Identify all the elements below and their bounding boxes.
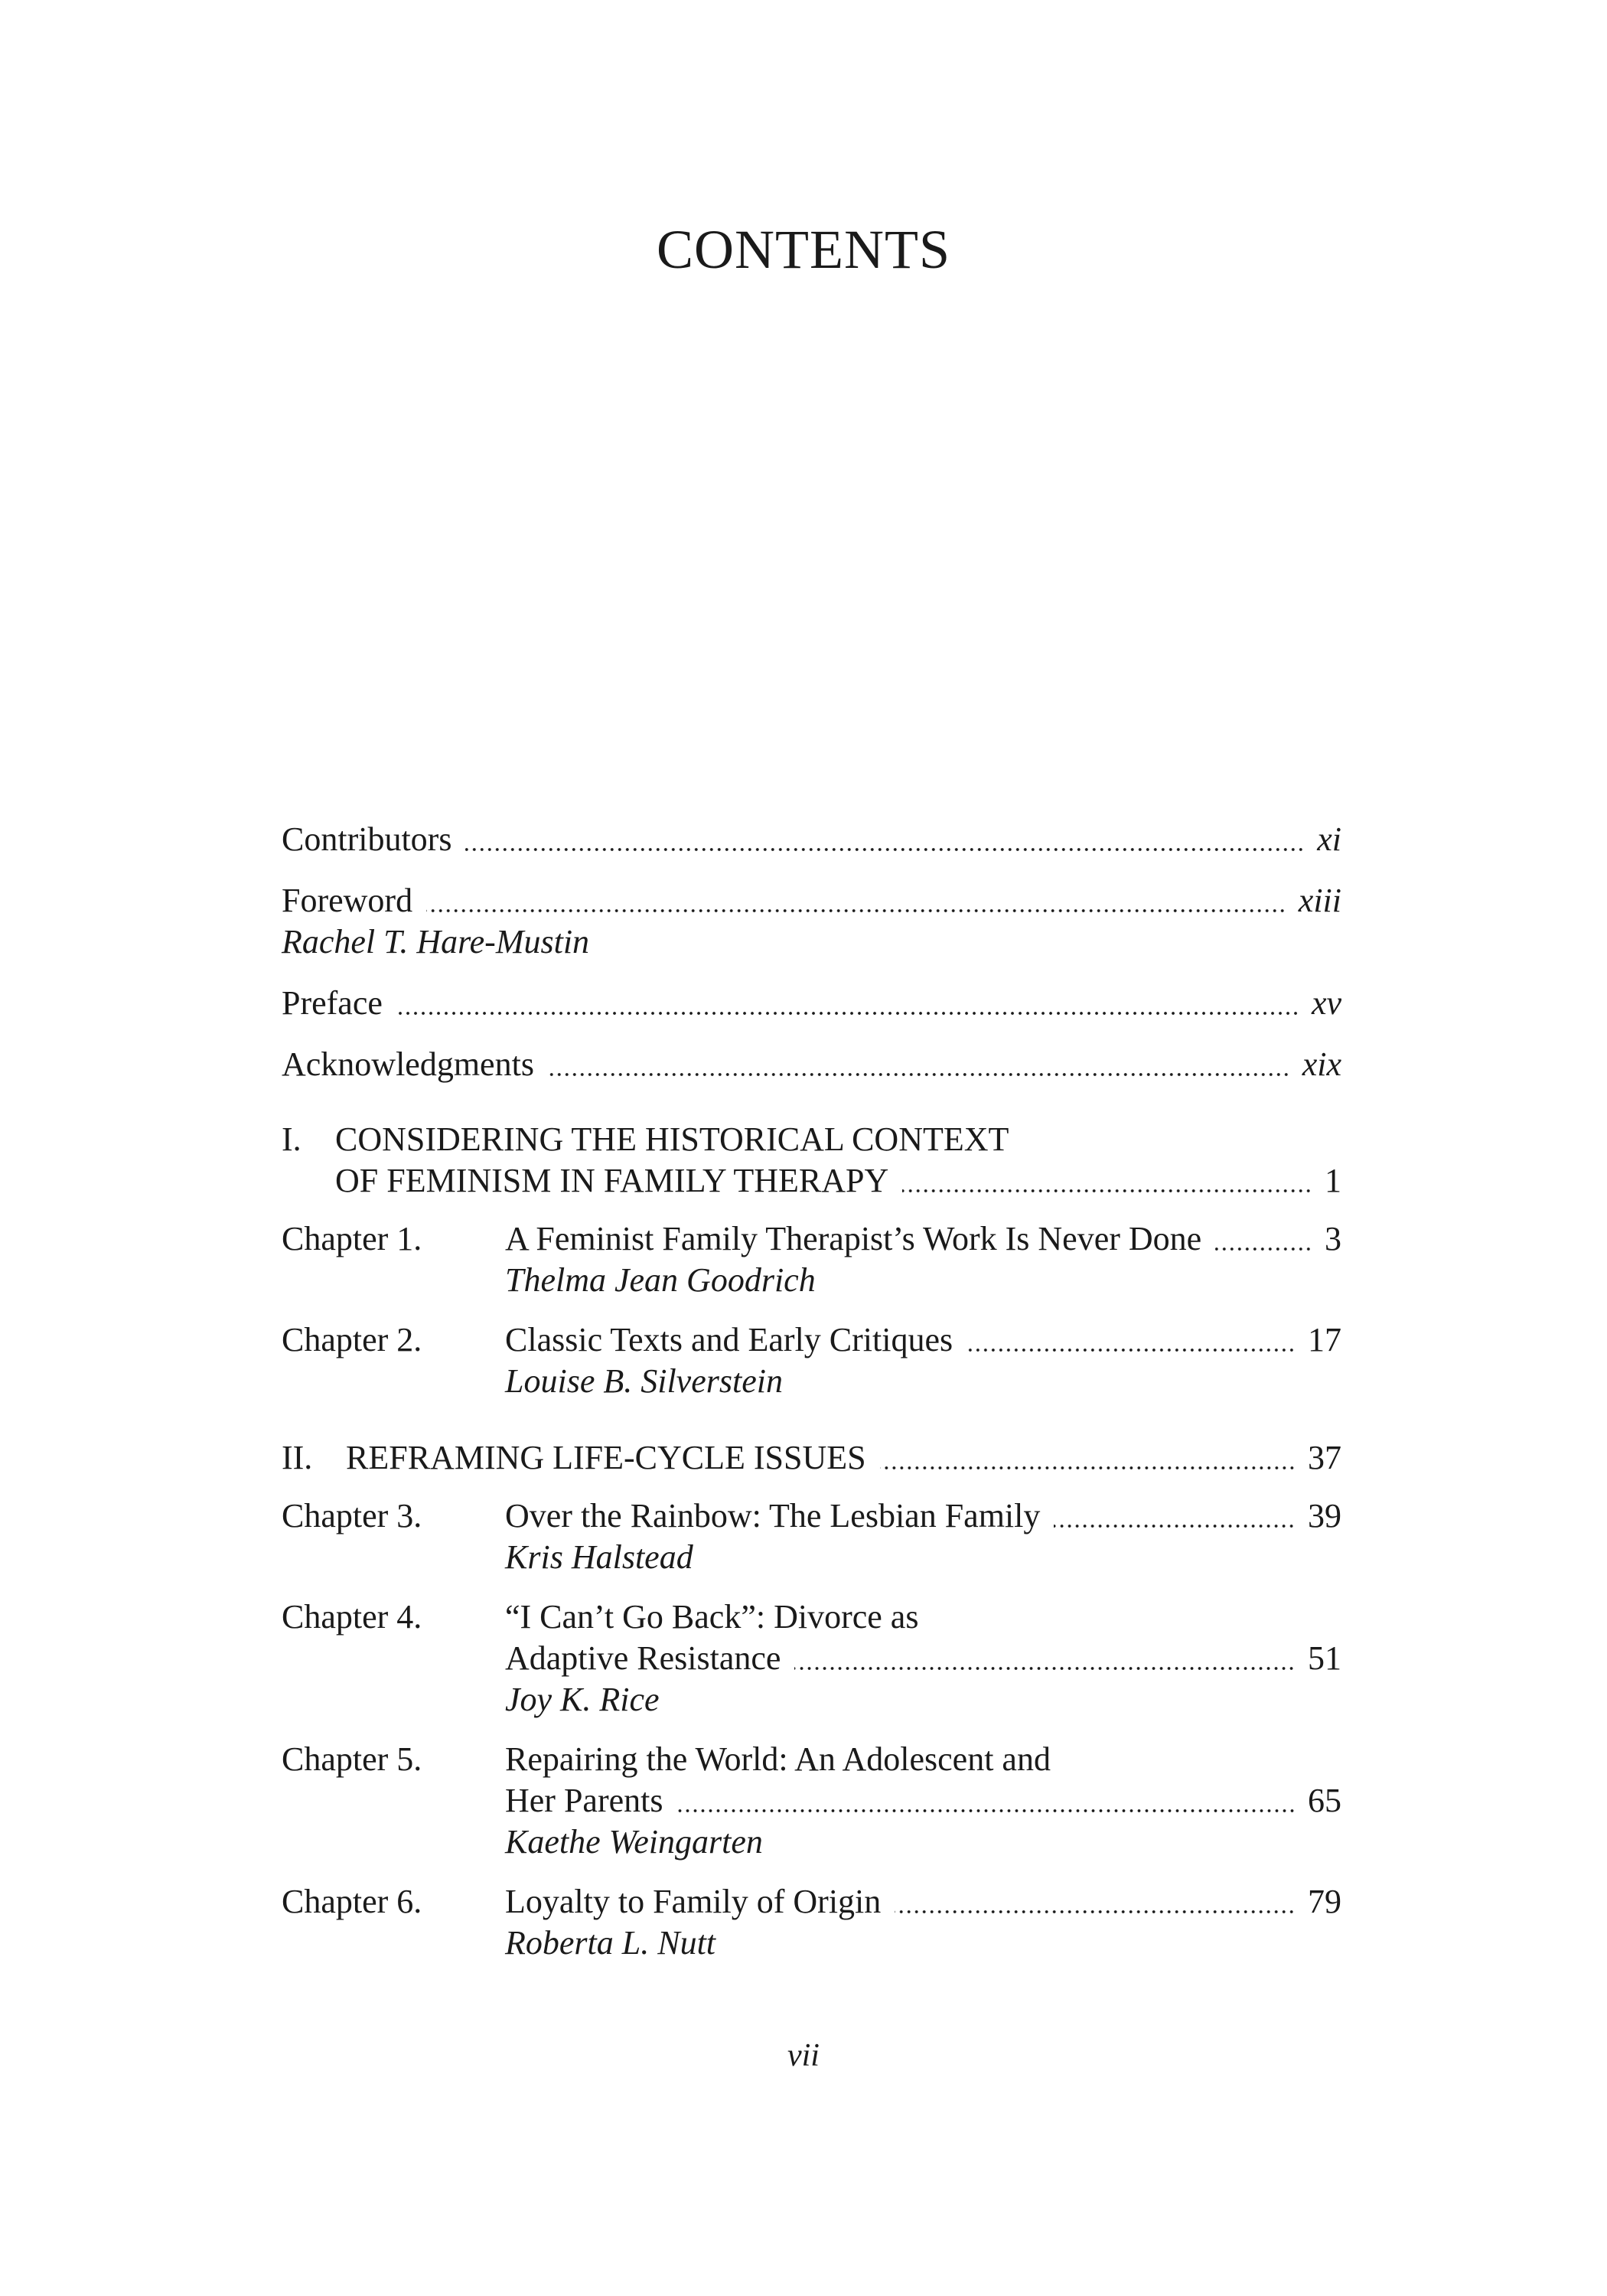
chapter-label: Chapter 5.	[282, 1740, 422, 1778]
toc-chapter-6[interactable]	[282, 1881, 1341, 1964]
dot-leader	[794, 1665, 1296, 1671]
table-of-contents	[282, 819, 1341, 1982]
part-number: I.	[282, 1120, 302, 1158]
chapter-title-line1: “I Can’t Go Back”: Divorce as	[505, 1598, 919, 1636]
page-title: CONTENTS	[657, 219, 950, 280]
dot-leader	[548, 1071, 1290, 1078]
toc-entry-contributors[interactable]	[282, 819, 1341, 860]
page-number: xix	[1302, 1045, 1341, 1083]
toc-chapter-5[interactable]	[282, 1739, 1341, 1863]
dot-leader	[966, 1347, 1296, 1353]
chapter-label: Chapter 4.	[282, 1598, 422, 1636]
toc-chapter-3[interactable]	[282, 1495, 1341, 1578]
dot-leader	[465, 846, 1305, 853]
page-number: 3	[1325, 1220, 1341, 1257]
toc-entry-acknowledgments[interactable]	[282, 1044, 1341, 1085]
dot-leader	[902, 1188, 1312, 1194]
page-number: 37	[1308, 1439, 1341, 1476]
page-number: 39	[1308, 1497, 1341, 1534]
entry-label: Contributors	[282, 820, 452, 858]
page-number: 79	[1308, 1883, 1341, 1920]
toc-chapter-1[interactable]	[282, 1218, 1341, 1301]
part-title-line1: CONSIDERING THE HISTORICAL CONTEXT	[335, 1120, 1009, 1158]
page-folio: vii	[787, 2038, 820, 2073]
chapter-author: Thelma Jean Goodrich	[505, 1261, 816, 1299]
page-number: 65	[1308, 1782, 1341, 1819]
page-number: xiii	[1298, 882, 1341, 919]
toc-entry-foreword[interactable]	[282, 880, 1341, 963]
chapter-author: Kris Halstead	[505, 1538, 693, 1576]
page-number: xv	[1311, 984, 1341, 1022]
toc-entry-preface[interactable]	[282, 983, 1341, 1024]
chapter-author: Louise B. Silverstein	[505, 1362, 783, 1400]
dot-leader	[880, 1465, 1296, 1471]
part-title: REFRAMING LIFE-CYCLE ISSUES	[346, 1439, 866, 1476]
chapter-author: Roberta L. Nutt	[505, 1924, 716, 1962]
dot-leader	[1215, 1246, 1312, 1252]
chapter-title-line1: Repairing the World: An Adolescent and	[505, 1740, 1051, 1778]
chapter-label: Chapter 6.	[282, 1883, 422, 1920]
page-number: 51	[1308, 1639, 1341, 1677]
chapter-title: A Feminist Family Therapist’s Work Is Never Done	[505, 1220, 1202, 1257]
chapter-label: Chapter 2.	[282, 1321, 422, 1358]
part-number: II.	[282, 1439, 313, 1476]
dot-leader	[895, 1909, 1296, 1915]
chapter-title-line2: Adaptive Resistance	[505, 1639, 781, 1677]
entry-author: Rachel T. Hare-Mustin	[282, 923, 590, 960]
dot-leader	[1054, 1523, 1296, 1529]
chapter-label: Chapter 3.	[282, 1497, 422, 1534]
chapter-title-line2: Her Parents	[505, 1782, 663, 1819]
entry-label: Preface	[282, 984, 383, 1022]
dot-leader	[677, 1808, 1296, 1814]
chapter-author: Joy K. Rice	[505, 1681, 660, 1718]
toc-chapter-2[interactable]	[282, 1319, 1341, 1402]
chapter-label: Chapter 1.	[282, 1220, 422, 1257]
page-number: xi	[1317, 820, 1341, 858]
chapter-author: Kaethe Weingarten	[505, 1823, 763, 1861]
toc-part-2[interactable]	[282, 1437, 1341, 1479]
chapter-title: Over the Rainbow: The Lesbian Family	[505, 1497, 1041, 1534]
dot-leader	[396, 1010, 1299, 1016]
entry-label: Foreword	[282, 882, 413, 919]
page-number: 1	[1325, 1162, 1341, 1199]
part-title-line2: OF FEMINISM IN FAMILY THERAPY	[335, 1162, 889, 1199]
dot-leader	[426, 908, 1286, 914]
chapter-title: Classic Texts and Early Critiques	[505, 1321, 953, 1358]
toc-chapter-4[interactable]	[282, 1596, 1341, 1720]
chapter-title: Loyalty to Family of Origin	[505, 1883, 882, 1920]
toc-part-1[interactable]	[282, 1119, 1341, 1202]
entry-label: Acknowledgments	[282, 1045, 534, 1083]
page-number: 17	[1308, 1321, 1341, 1358]
